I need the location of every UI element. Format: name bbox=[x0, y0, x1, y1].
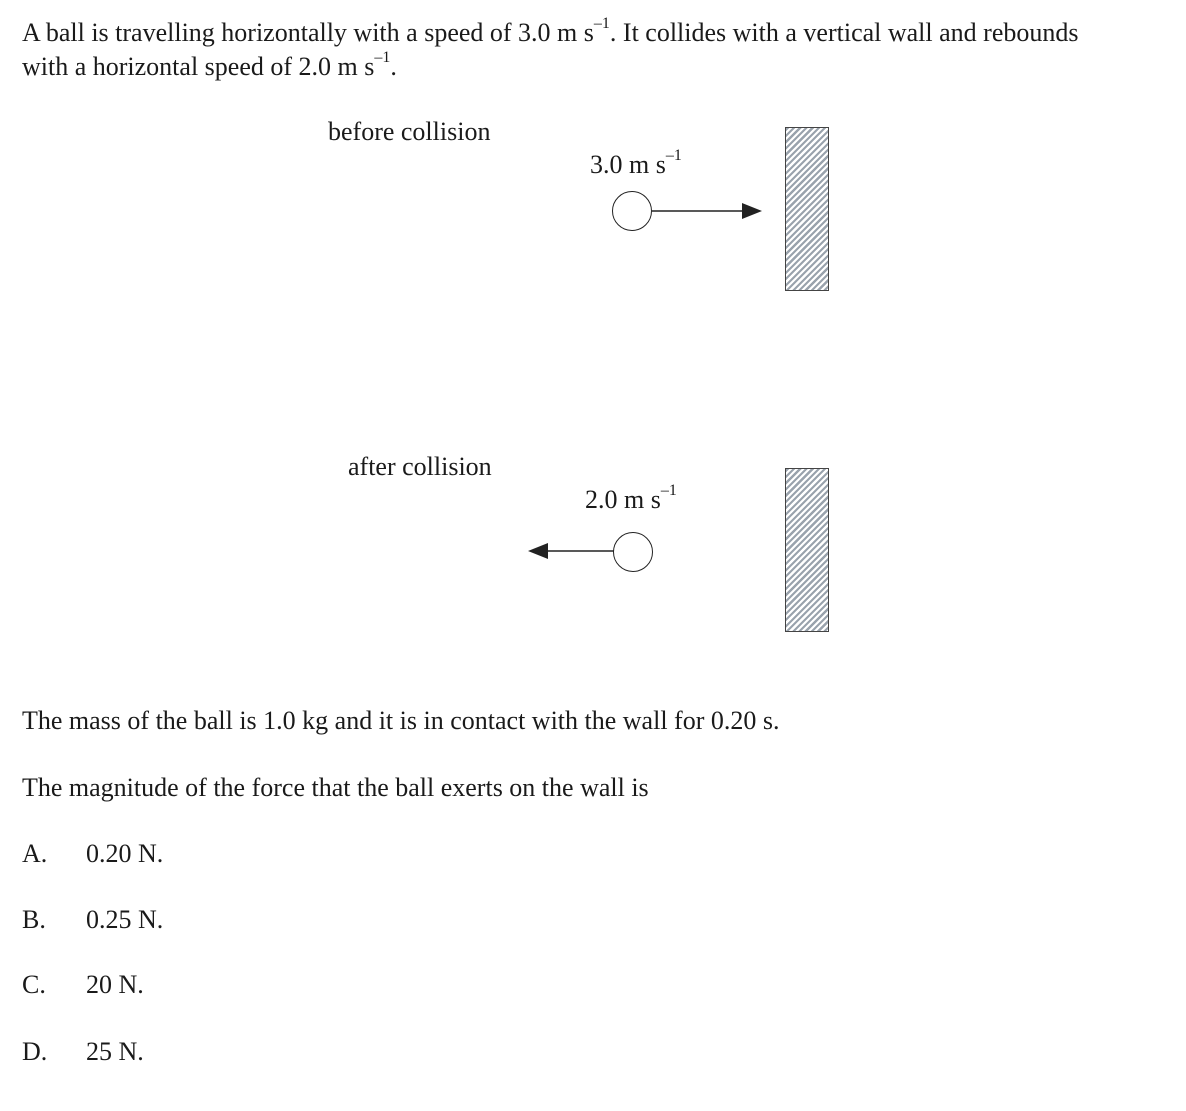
before-speed-superscript: –1 bbox=[665, 147, 682, 165]
option-d-letter: D. bbox=[22, 1037, 48, 1066]
question-intro-line-2 bbox=[22, 49, 397, 82]
wall-before bbox=[785, 127, 829, 291]
intro-text-part: with a horizontal speed of 2.0 m s bbox=[22, 52, 375, 81]
before-speed-value: 3.0 m s bbox=[590, 150, 666, 179]
velocity-arrow-left-icon bbox=[526, 539, 616, 563]
ball-after bbox=[613, 532, 653, 572]
after-collision-label: after collision bbox=[348, 452, 492, 481]
before-speed-label bbox=[590, 147, 682, 180]
intro-text-part: A ball is travelling horizontally with a speed of 3.0 m s bbox=[22, 18, 594, 47]
velocity-arrow-right-icon bbox=[650, 199, 765, 223]
option-d-text: 25 N. bbox=[86, 1037, 144, 1066]
after-speed-superscript: –1 bbox=[660, 482, 677, 500]
after-speed-value: 2.0 m s bbox=[585, 485, 661, 514]
question-prompt: The magnitude of the force that the ball exerts on the wall is bbox=[22, 773, 649, 802]
intro-superscript: –1 bbox=[593, 15, 610, 33]
mass-statement: The mass of the ball is 1.0 kg and it is in contact with the wall for 0.20 s. bbox=[22, 706, 780, 735]
option-b-text: 0.25 N. bbox=[86, 905, 164, 934]
wall-after bbox=[785, 468, 829, 632]
option-c-text: 20 N. bbox=[86, 970, 144, 999]
after-speed-label bbox=[585, 482, 677, 515]
option-a-letter: A. bbox=[22, 839, 48, 868]
option-c-letter: C. bbox=[22, 970, 46, 999]
before-collision-label: before collision bbox=[328, 117, 491, 146]
intro-superscript: –1 bbox=[374, 49, 391, 67]
ball-before bbox=[612, 191, 652, 231]
option-a-text: 0.20 N. bbox=[86, 839, 164, 868]
intro-text-part: . It collides with a vertical wall and rebounds bbox=[609, 18, 1079, 47]
option-b-letter: B. bbox=[22, 905, 46, 934]
question-intro-line-1 bbox=[22, 15, 1079, 48]
intro-text-part: . bbox=[390, 52, 397, 81]
